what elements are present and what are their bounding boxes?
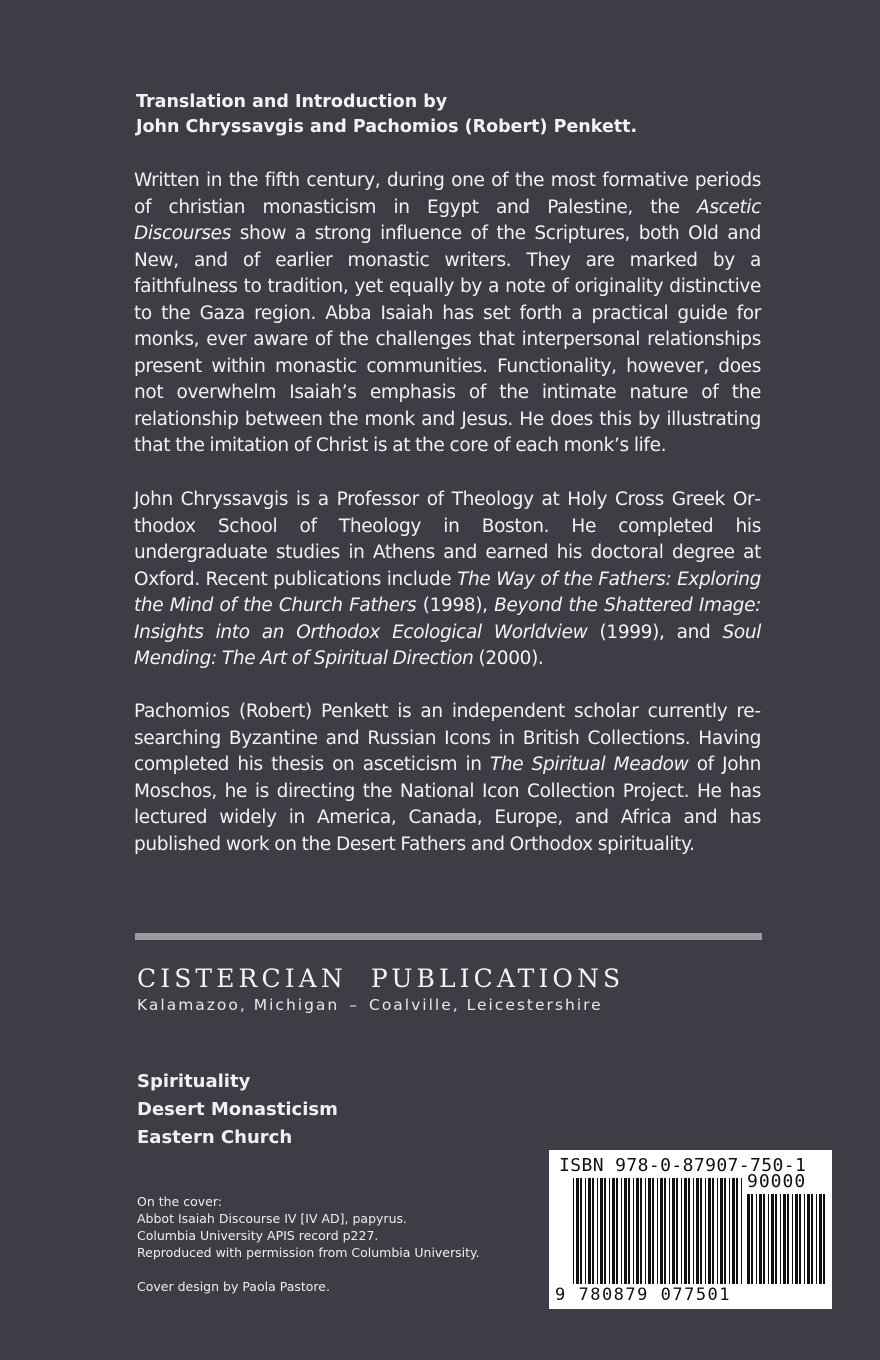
barcode-bar <box>775 1194 777 1284</box>
barcode-bar <box>597 1178 598 1284</box>
description-paragraph <box>134 168 761 460</box>
divider-rule <box>135 933 762 940</box>
barcode-bar <box>771 1194 774 1284</box>
chryssavgis-bio-paragraph <box>134 487 761 673</box>
barcode-bar <box>732 1178 735 1284</box>
cover-design-credit: Cover design by Paola Pastore. <box>137 1279 330 1294</box>
barcode-bar <box>669 1178 670 1284</box>
barcode-bar <box>648 1178 651 1284</box>
barcode-bar <box>633 1178 634 1284</box>
paragraph-text <box>134 487 761 673</box>
subject-categories <box>137 1068 338 1152</box>
barcode-bar <box>600 1178 603 1284</box>
barcode-bar <box>576 1178 579 1284</box>
barcode-bar <box>747 1194 750 1284</box>
barcode-bar <box>795 1194 798 1284</box>
italic-title: The Way of the Fathers: Exploring the Mind of the Church Fathers <box>134 568 761 616</box>
barcode-bar <box>573 1178 574 1284</box>
text-run: (1999), and <box>587 621 723 643</box>
text-run: Written in the fifth century, during one of the most formative periods of christian monasticism in Egypt and Palestine, the <box>134 170 761 218</box>
barcode-bar <box>717 1178 718 1284</box>
barcode-bar <box>652 1178 654 1284</box>
barcode-bar <box>720 1178 723 1284</box>
location-kalamazoo: Kalamazoo, Michigan <box>137 996 340 1014</box>
barcode-bar <box>664 1178 666 1284</box>
barcode-bar <box>811 1194 813 1284</box>
barcode-bar <box>645 1178 646 1284</box>
barcode-bar <box>604 1178 606 1284</box>
barcode-bar <box>616 1178 618 1284</box>
barcode-bar <box>807 1194 810 1284</box>
publisher-locations <box>137 996 603 1014</box>
credit-line-2: John Chryssavgis and Pachomios (Robert) Penkett. <box>136 117 638 137</box>
penkett-bio-paragraph <box>134 699 761 858</box>
text-run: John Chryssavgis is a Professor of Theology at Holy Cross Greek Orthodox School of Theology in Boston. He completed his undergraduate studies in Athens and earned his doctoral degree at Oxford. Recent publications include <box>134 489 761 590</box>
barcode-bar <box>787 1194 789 1284</box>
barcode-bar <box>676 1178 678 1284</box>
barcode-bar <box>736 1178 738 1284</box>
cover-line-2: Columbia University APIS record p227. <box>137 1228 379 1243</box>
barcode-bar <box>585 1178 586 1284</box>
italic-title: Beyond the Shattered Image: Insights into an Orthodox Ecological Worldview <box>134 595 761 643</box>
isbn-number: ISBN 978-0-87907-750-1 <box>559 1155 807 1176</box>
barcode-bar <box>580 1178 582 1284</box>
cover-line-1: Abbot Isaiah Discourse IV [IV AD], papyrus. <box>137 1211 407 1226</box>
price-barcode-bars <box>747 1194 825 1284</box>
italic-title: The Spiritual Meadow <box>489 754 689 775</box>
location-separator: – <box>349 996 359 1014</box>
barcode-bar <box>640 1178 642 1284</box>
paragraph-text <box>134 168 761 460</box>
barcode-bar <box>636 1178 639 1284</box>
cover-credits <box>137 1193 480 1295</box>
barcode-bar <box>660 1178 663 1284</box>
barcode-bar <box>681 1178 682 1284</box>
barcode-bar <box>612 1178 615 1284</box>
italic-title: Soul Mending: The Art of Spiritual Direction <box>134 621 761 669</box>
barcode-bar <box>672 1178 675 1284</box>
cover-line-3: Reproduced with permission from Columbia University. <box>137 1245 480 1260</box>
location-coalville: Coalville, Leicestershire <box>369 996 603 1014</box>
barcode-bar <box>799 1194 801 1284</box>
barcode-bar <box>724 1178 726 1284</box>
barcode-bar <box>693 1178 694 1284</box>
barcode-bar <box>708 1178 711 1284</box>
barcode-bar <box>657 1178 658 1284</box>
barcode-bar <box>688 1178 690 1284</box>
barcode-bar <box>823 1194 825 1284</box>
barcode-bar <box>783 1194 786 1284</box>
barcode-bar <box>819 1194 822 1284</box>
barcode-bar <box>780 1194 781 1284</box>
barcode-bar <box>700 1178 702 1284</box>
barcode-bar <box>696 1178 699 1284</box>
ean-digits: 9 780879 077501 <box>555 1285 732 1305</box>
text-run: of John Moschos, he is directing the National Icon Collection Project. He has lectured widely in America, Canada, Europe, and Africa and has published work on the Desert Fathers and Orthodox spirituality. <box>134 754 761 855</box>
text-run: show a strong influence of the Scriptures, both Old and New, and of earlier monastic writers. They are marked by a faithfulness to tradition, yet equally by a note of originality distinctive to the Gaza region. Abba Isaiah has set forth a practical guide for monks, ever aware of the challenges that interpersonal relationships present within monastic communities. Functionality, however, does not overwhelm Isaiah’s emphasis of the intimate nature of the relationship between the monk and Jesus. He does this by illustrating that the imitation of Christ is at the core of each monk’s life. <box>134 223 761 456</box>
translation-credit <box>136 90 766 140</box>
category-eastern-church: Eastern Church <box>137 1127 293 1148</box>
barcode-bar <box>729 1178 730 1284</box>
paragraph-text <box>134 699 761 858</box>
barcode-bar <box>609 1178 610 1284</box>
cover-heading: On the cover: <box>137 1194 222 1209</box>
barcode-bar <box>751 1194 753 1284</box>
barcode-bar <box>588 1178 591 1284</box>
category-desert-monasticism: Desert Monasticism <box>137 1099 338 1120</box>
barcode-bar <box>712 1178 714 1284</box>
barcode-bar <box>621 1178 622 1284</box>
italic-title: Ascetic Discourses <box>134 196 761 244</box>
text-run: Pachomios (Robert) Penkett is an independent scholar currently researching Byzantine and Russian Icons in British Collections. Having completed his thesis on asceticism in <box>134 701 761 775</box>
barcode-bar <box>624 1178 627 1284</box>
barcode-bar <box>705 1178 706 1284</box>
barcode-bar <box>768 1194 769 1284</box>
ean-barcode-bars <box>573 1178 743 1284</box>
barcode-bar <box>792 1194 793 1284</box>
isbn-barcode <box>549 1150 832 1309</box>
barcode-bar <box>592 1178 594 1284</box>
barcode-bar <box>804 1194 805 1284</box>
publisher-name: CISTERCIAN PUBLICATIONS <box>137 964 625 993</box>
price-code: 90000 <box>747 1171 807 1192</box>
credit-line-1: Translation and Introduction by <box>136 92 448 112</box>
barcode-bar <box>816 1194 817 1284</box>
barcode-bar <box>741 1178 742 1284</box>
text-run: (2000). <box>473 648 544 669</box>
barcode-bar <box>684 1178 687 1284</box>
text-run: (1998), <box>416 595 495 616</box>
barcode-bar <box>756 1194 757 1284</box>
barcode-bar <box>628 1178 630 1284</box>
barcode-bar <box>759 1194 762 1284</box>
barcode-bar <box>763 1194 765 1284</box>
category-spirituality: Spirituality <box>137 1071 251 1092</box>
